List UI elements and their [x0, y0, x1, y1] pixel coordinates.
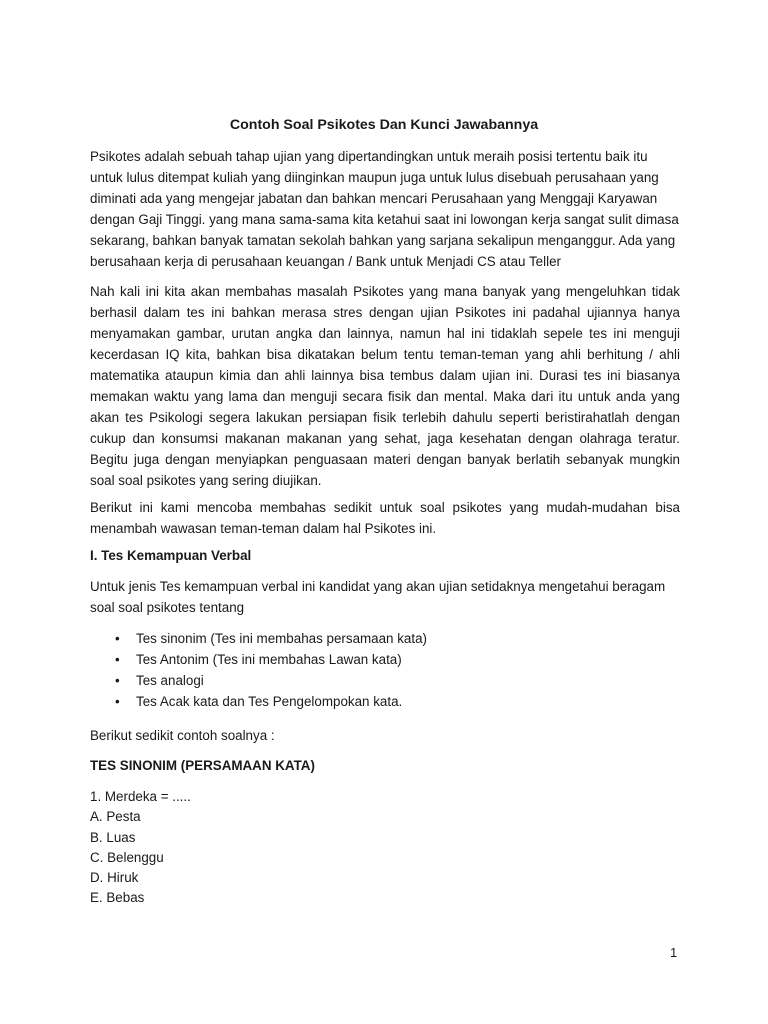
paragraph-intro: Psikotes adalah sebuah tahap ujian yang dipertandingkan untuk meraih posisi tertentu baik itu untuk lulus ditempat kuliah yang diinginkan maupun juga untuk lulus disebuah perusahaan yang diminati ada yang mengejar jabatan dan bahkan mencari Perusahaan yang Menggaji Karyawan dengan Gaji Tinggi. yang mana sama-sama kita ketahui saat ini lowongan kerja sangat sulit dimasa sekarang, bahkan banyak tamatan sekolah bahkan yang sarjana sekalipun menganggur. Ada yang berusahaan kerja di perusahaan keuangan / Bank untuk Menjadi CS atau Teller [90, 149, 679, 269]
answer-option: E. Bebas [90, 890, 145, 906]
answer-option: D. Hiruk [90, 870, 139, 886]
list-item [90, 628, 427, 649]
bullet-icon: • [115, 652, 120, 667]
bullet-icon: • [115, 694, 120, 709]
paragraph-discussion: Nah kali ini kita akan membahas masalah Psikotes yang mana banyak yang mengeluhkan tidak berhasil dalam tes ini bahkan merasa stres dengan ujian Psikotes ini padahal ujiannya hanya menyamakan gambar, urutan angka dan lainnya, namun hal ini tidaklah sepele tes ini menguji kecerdasan IQ kita, bahkan bisa dikatakan belum tentu teman-teman yang ahli berhitung / ahli matematika ataupun kimia dan ahli lainnya bisa tembus dalam ujian ini. Durasi tes ini biasanya memakan waktu yang lama dan menguji secara fisik dan mental. Maka dari itu untuk anda yang akan tes Psikologi segera lakukan persiapan fisik terlebih dahulu seperti beristirahatlah dengan cukup dan konsumsi makanan makanan yang sehat, jaga kesehatan dengan olahraga teratur. Begitu juga dengan menyiapkan penguasaan materi dengan banyak berlatih sebanyak mungkin soal soal psikotes yang sering diujikan. [90, 284, 680, 488]
document-title: Contoh Soal Psikotes Dan Kunci Jawabannya [229, 117, 539, 133]
page-number: 1 [670, 945, 678, 960]
answer-option: C. Belenggu [90, 849, 164, 865]
question-prompt: 1. Merdeka = ..... [90, 789, 191, 804]
list-item-text: Tes sinonim (Tes ini membahas persamaan kata) [136, 631, 427, 646]
bullet-icon: • [115, 673, 120, 688]
list-item [90, 670, 427, 691]
paragraph-example-intro: Berikut sedikit contoh soalnya : [90, 728, 275, 743]
test-type-list [90, 628, 427, 712]
list-item [90, 649, 427, 670]
question-block [90, 786, 191, 908]
answer-option: B. Luas [90, 829, 136, 845]
list-item [90, 691, 427, 712]
section-heading-synonym: TES SINONIM (PERSAMAAN KATA) [90, 758, 315, 773]
list-item-text: Tes Antonim (Tes ini membahas Lawan kata) [136, 652, 402, 667]
list-item-text: Tes Acak kata dan Tes Pengelompokan kata. [136, 694, 403, 709]
list-item-text: Tes analogi [136, 673, 204, 688]
paragraph-verbal-intro: Untuk jenis Tes kemampuan verbal ini kandidat yang akan ujian setidaknya mengetahui beragam soal soal psikotes tentang [90, 579, 666, 615]
section-heading-verbal: I. Tes Kemampuan Verbal [90, 548, 252, 563]
answer-option: A. Pesta [90, 809, 141, 825]
paragraph-purpose: Berikut ini kami mencoba membahas sedikit untuk soal psikotes yang mudah-mudahan bisa menambah wawasan teman-teman dalam hal Psikotes ini. [90, 500, 680, 536]
bullet-icon: • [115, 631, 120, 646]
